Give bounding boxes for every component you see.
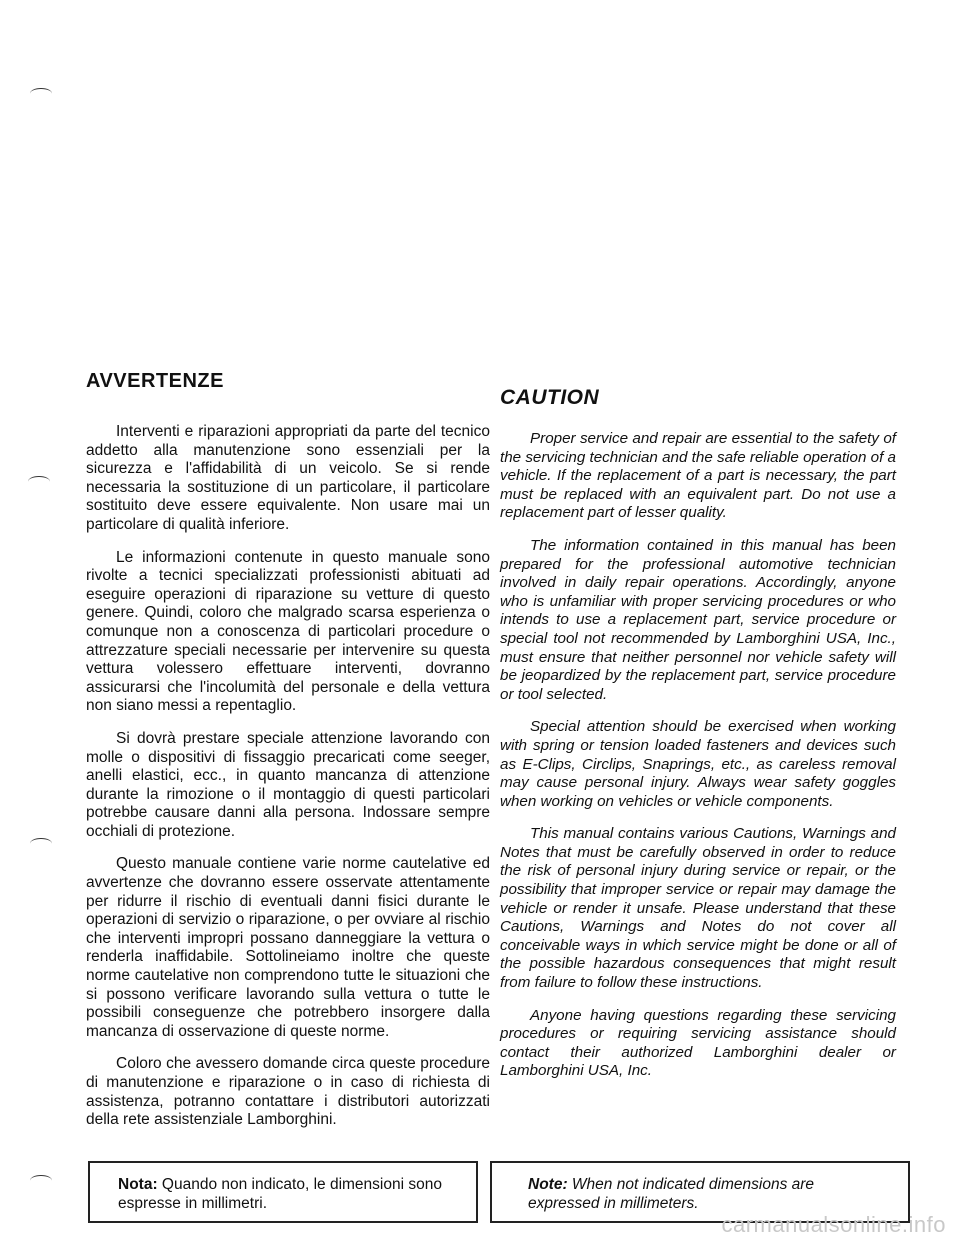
italian-paragraph-3: Si dovrà prestare speciale attenzione lavorando con molle o dispositivi di fissaggio precaricati come seeger, anelli elastici, ecc., in quanto mancanza di attenzione durante la rimozione o il montaggio di questi particolari potrebbe causare danni alla persona. Indossare sempre occhiali di protezione. (86, 729, 490, 840)
binder-hole-mark-icon (28, 476, 50, 487)
binder-hole-mark-icon (30, 1175, 52, 1186)
binder-hole-mark-icon (30, 838, 52, 849)
avvertenze-heading: AVVERTENZE (86, 370, 224, 392)
english-column (500, 370, 896, 1095)
english-note-text: When not indicated dimensions are expressed in millimeters. (528, 1176, 815, 1212)
italian-note-label: Nota: (118, 1176, 158, 1193)
italian-paragraph-2: Le informazioni contenute in questo manuale sono rivolte a tecnici specializzati professionisti abituati ad eseguire operazioni di riparazione su vetture di questo genere. Quindi, coloro che malgrado scarsa esperienza o comunque non a conoscenza di particolari procedure o attrezzature speciali necessarie per intervenire su questa vettura volessero effettuare interventi, dovranno assicurarsi che l'incolumità del personale e della vettura non siano messi a repentaglio. (86, 548, 490, 715)
english-paragraph-4: This manual contains various Cautions, Warnings and Notes that must be carefully observed in order to reduce the risk of personal injury during service or repair, or the possibility that improper service or repair may damage the vehicle or render it unsafe. Please understand that these Cautions, Warnings and Notes do not cover all conceivable ways in which service might be done or all of the possible hazardous consequences that might result from failure to follow these instructions. (500, 825, 896, 992)
english-note-label: Note: (528, 1176, 568, 1193)
italian-paragraph-1: Interventi e riparazioni appropriati da parte del tecnico addetto alla manutenzione sono essenziali per la sicurezza e l'affidabilità di un veicolo. Se si rende necessaria la sostituzione di un particolare, il particolare sostituito deve essere equivalente. Non usare mai un particolare di qualità inferiore. (86, 423, 490, 533)
caution-heading: CAUTION (500, 386, 600, 409)
italian-paragraph-4: Questo manuale contiene varie norme cautelative ed avvertenze che dovranno essere osservate attentamente per ridurre il rischio di eventuali danni fisici durante le operazioni di servizio o riparazione, o per ovviare al rischio che interventi impropri possano danneggiare la vettura o renderla inaffidabile. Sottolineiamo inoltre che queste norme cautelative non comprendono tutte le situazioni che si possono verificare lavorando sulla vettura o tutte le possibili conseguenze che potrebbero insorgere dalla mancanza di osservazione di queste norme. (86, 855, 490, 1040)
italian-note-text: Quando non indicato, le dimensioni sono espresse in millimetri. (118, 1176, 442, 1212)
watermark: carmanualsonline.info (721, 1212, 946, 1237)
english-paragraph-2: The information contained in this manual has been prepared for the professional automotive technician involved in daily repair operations. Accordingly, anyone who is unfamiliar with proper servicing procedures or who intends to use a replacement part, service procedure or special tool not recommended by Lamborghini USA, Inc., must ensure that neither personnel nor vehicle safety will be jeopardized by the replacement part, service procedure or tool selected. (500, 536, 896, 703)
english-paragraph-1: Proper service and repair are essential to the safety of the servicing technician and the safe reliable operation of a vehicle. If the replacement of a part is necessary, the part must be replaced with an equivalent part. Do not use a replacement part of lesser quality. (500, 430, 896, 522)
italian-paragraph-5: Coloro che avessero domande circa queste procedure di manutenzione e riparazione o in caso di richiesta di assistenza, potranno contattare i distributori autorizzati della rete assistenziale Lamborghini. (86, 1055, 490, 1129)
english-paragraph-3: Special attention should be exercised when working with spring or tension loaded fasteners and devices such as E-Clips, Circlips, Snaprings, etc., as careless removal may cause personal injury. Always wear safety goggles when working on vehicles or vehicle components. (500, 718, 896, 810)
binder-hole-mark-icon (30, 88, 52, 99)
english-paragraph-5: Anyone having questions regarding these servicing procedures or requiring servicing assistance should contact their authorized Lamborghini dealer or Lamborghini USA, Inc. (500, 1006, 896, 1080)
italian-note-box (88, 1161, 478, 1223)
italian-column (86, 370, 490, 1144)
